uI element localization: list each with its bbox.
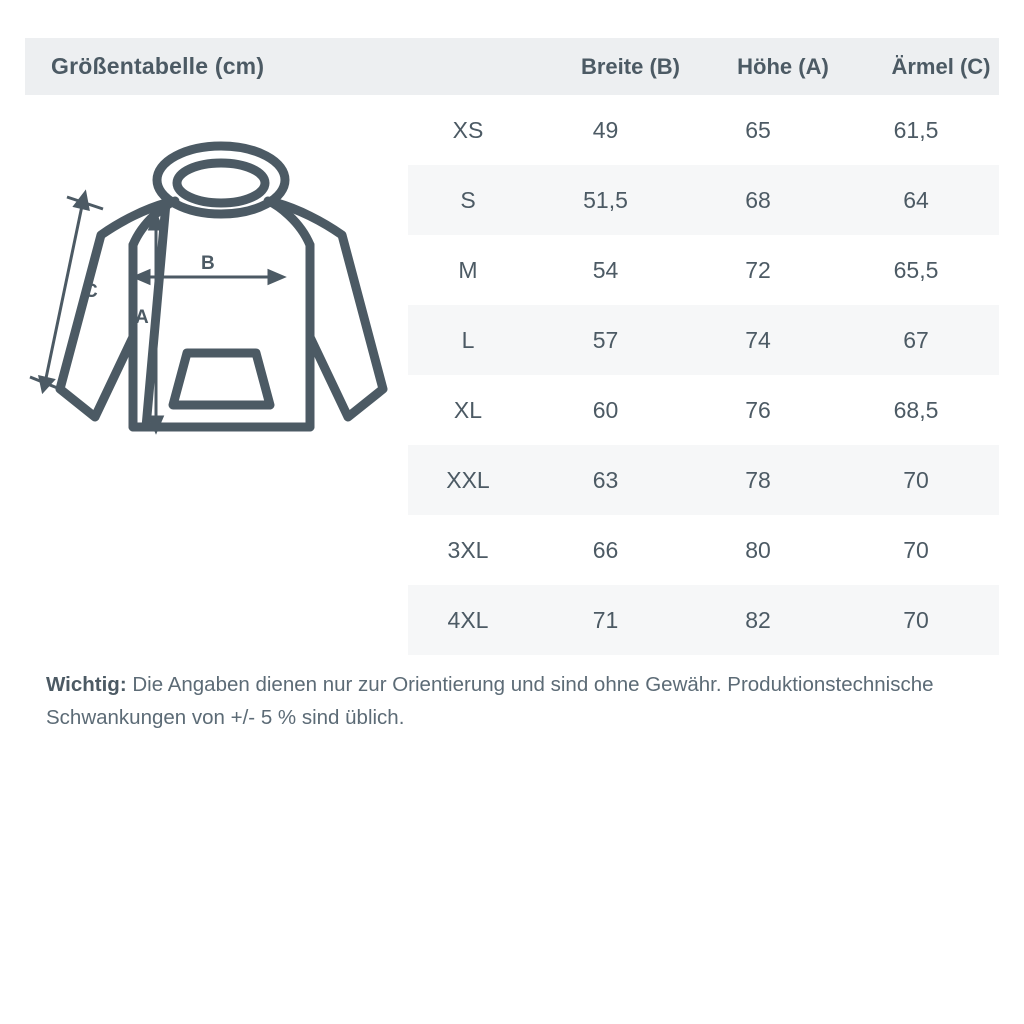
cell-size: 3XL	[447, 536, 489, 563]
label-a: A	[135, 307, 149, 328]
cell-size: M	[458, 256, 478, 283]
cell-height: 80	[745, 536, 771, 563]
size-table	[408, 95, 999, 655]
column-header-height: Höhe (A)	[737, 53, 829, 79]
hoodie-illustration	[25, 105, 408, 650]
cell-width: 60	[592, 396, 619, 423]
cell-height: 74	[745, 326, 771, 353]
disclaimer-text: Die Angaben dienen nur zur Orientierung und sind ohne Gewähr. Produktionstechnische Schwankungen von +/- 5 % sind üblich.	[46, 673, 934, 729]
cell-width: 71	[592, 606, 619, 633]
cell-size: XS	[452, 116, 484, 143]
cell-height: 65	[745, 116, 771, 143]
table-row	[408, 165, 999, 235]
label-b: B	[201, 253, 215, 274]
column-headers	[433, 38, 1024, 95]
table-header-band	[25, 38, 999, 95]
table-row	[408, 515, 999, 585]
cell-sleeve: 64	[903, 186, 929, 213]
cell-height: 72	[745, 256, 771, 283]
cell-height: 76	[745, 396, 771, 423]
column-header-sleeve: Ärmel (C)	[891, 53, 991, 79]
hood-inner-icon	[177, 163, 265, 203]
cell-sleeve: 65,5	[893, 256, 939, 283]
table-row	[408, 95, 999, 165]
cell-width: 51,5	[583, 186, 628, 213]
label-c: C	[84, 281, 98, 302]
cell-height: 78	[745, 466, 771, 493]
disclaimer-lead: Wichtig:	[46, 673, 127, 696]
cell-size: S	[460, 186, 476, 213]
table-row	[408, 585, 999, 655]
pocket-icon	[173, 353, 270, 405]
cell-width: 66	[592, 536, 619, 563]
cell-size: XL	[453, 396, 483, 423]
table-row	[408, 235, 999, 305]
cell-width: 57	[592, 326, 619, 353]
table-row	[408, 445, 999, 515]
cell-sleeve: 67	[903, 326, 929, 353]
cell-height: 68	[745, 186, 771, 213]
cell-sleeve: 61,5	[893, 116, 939, 143]
cell-width: 54	[592, 256, 619, 283]
table-row	[408, 375, 999, 445]
cell-size: L	[461, 326, 475, 353]
cell-width: 63	[592, 466, 619, 493]
cell-size: XXL	[446, 466, 490, 493]
cell-sleeve: 68,5	[893, 396, 939, 423]
b-arrow-right-head	[269, 271, 283, 283]
table-row	[408, 305, 999, 375]
c-arrow-line	[45, 201, 83, 383]
cell-width: 49	[592, 116, 619, 143]
cell-sleeve: 70	[903, 606, 929, 633]
cell-sleeve: 70	[903, 466, 929, 493]
cell-size: 4XL	[447, 606, 489, 633]
cell-height: 82	[745, 606, 771, 633]
column-header-width: Breite (B)	[580, 53, 680, 79]
page-title: Größentabelle (cm)	[51, 53, 265, 79]
right-sleeve-icon	[277, 203, 383, 427]
cell-sleeve: 70	[903, 536, 929, 563]
disclaimer-note	[46, 668, 996, 734]
